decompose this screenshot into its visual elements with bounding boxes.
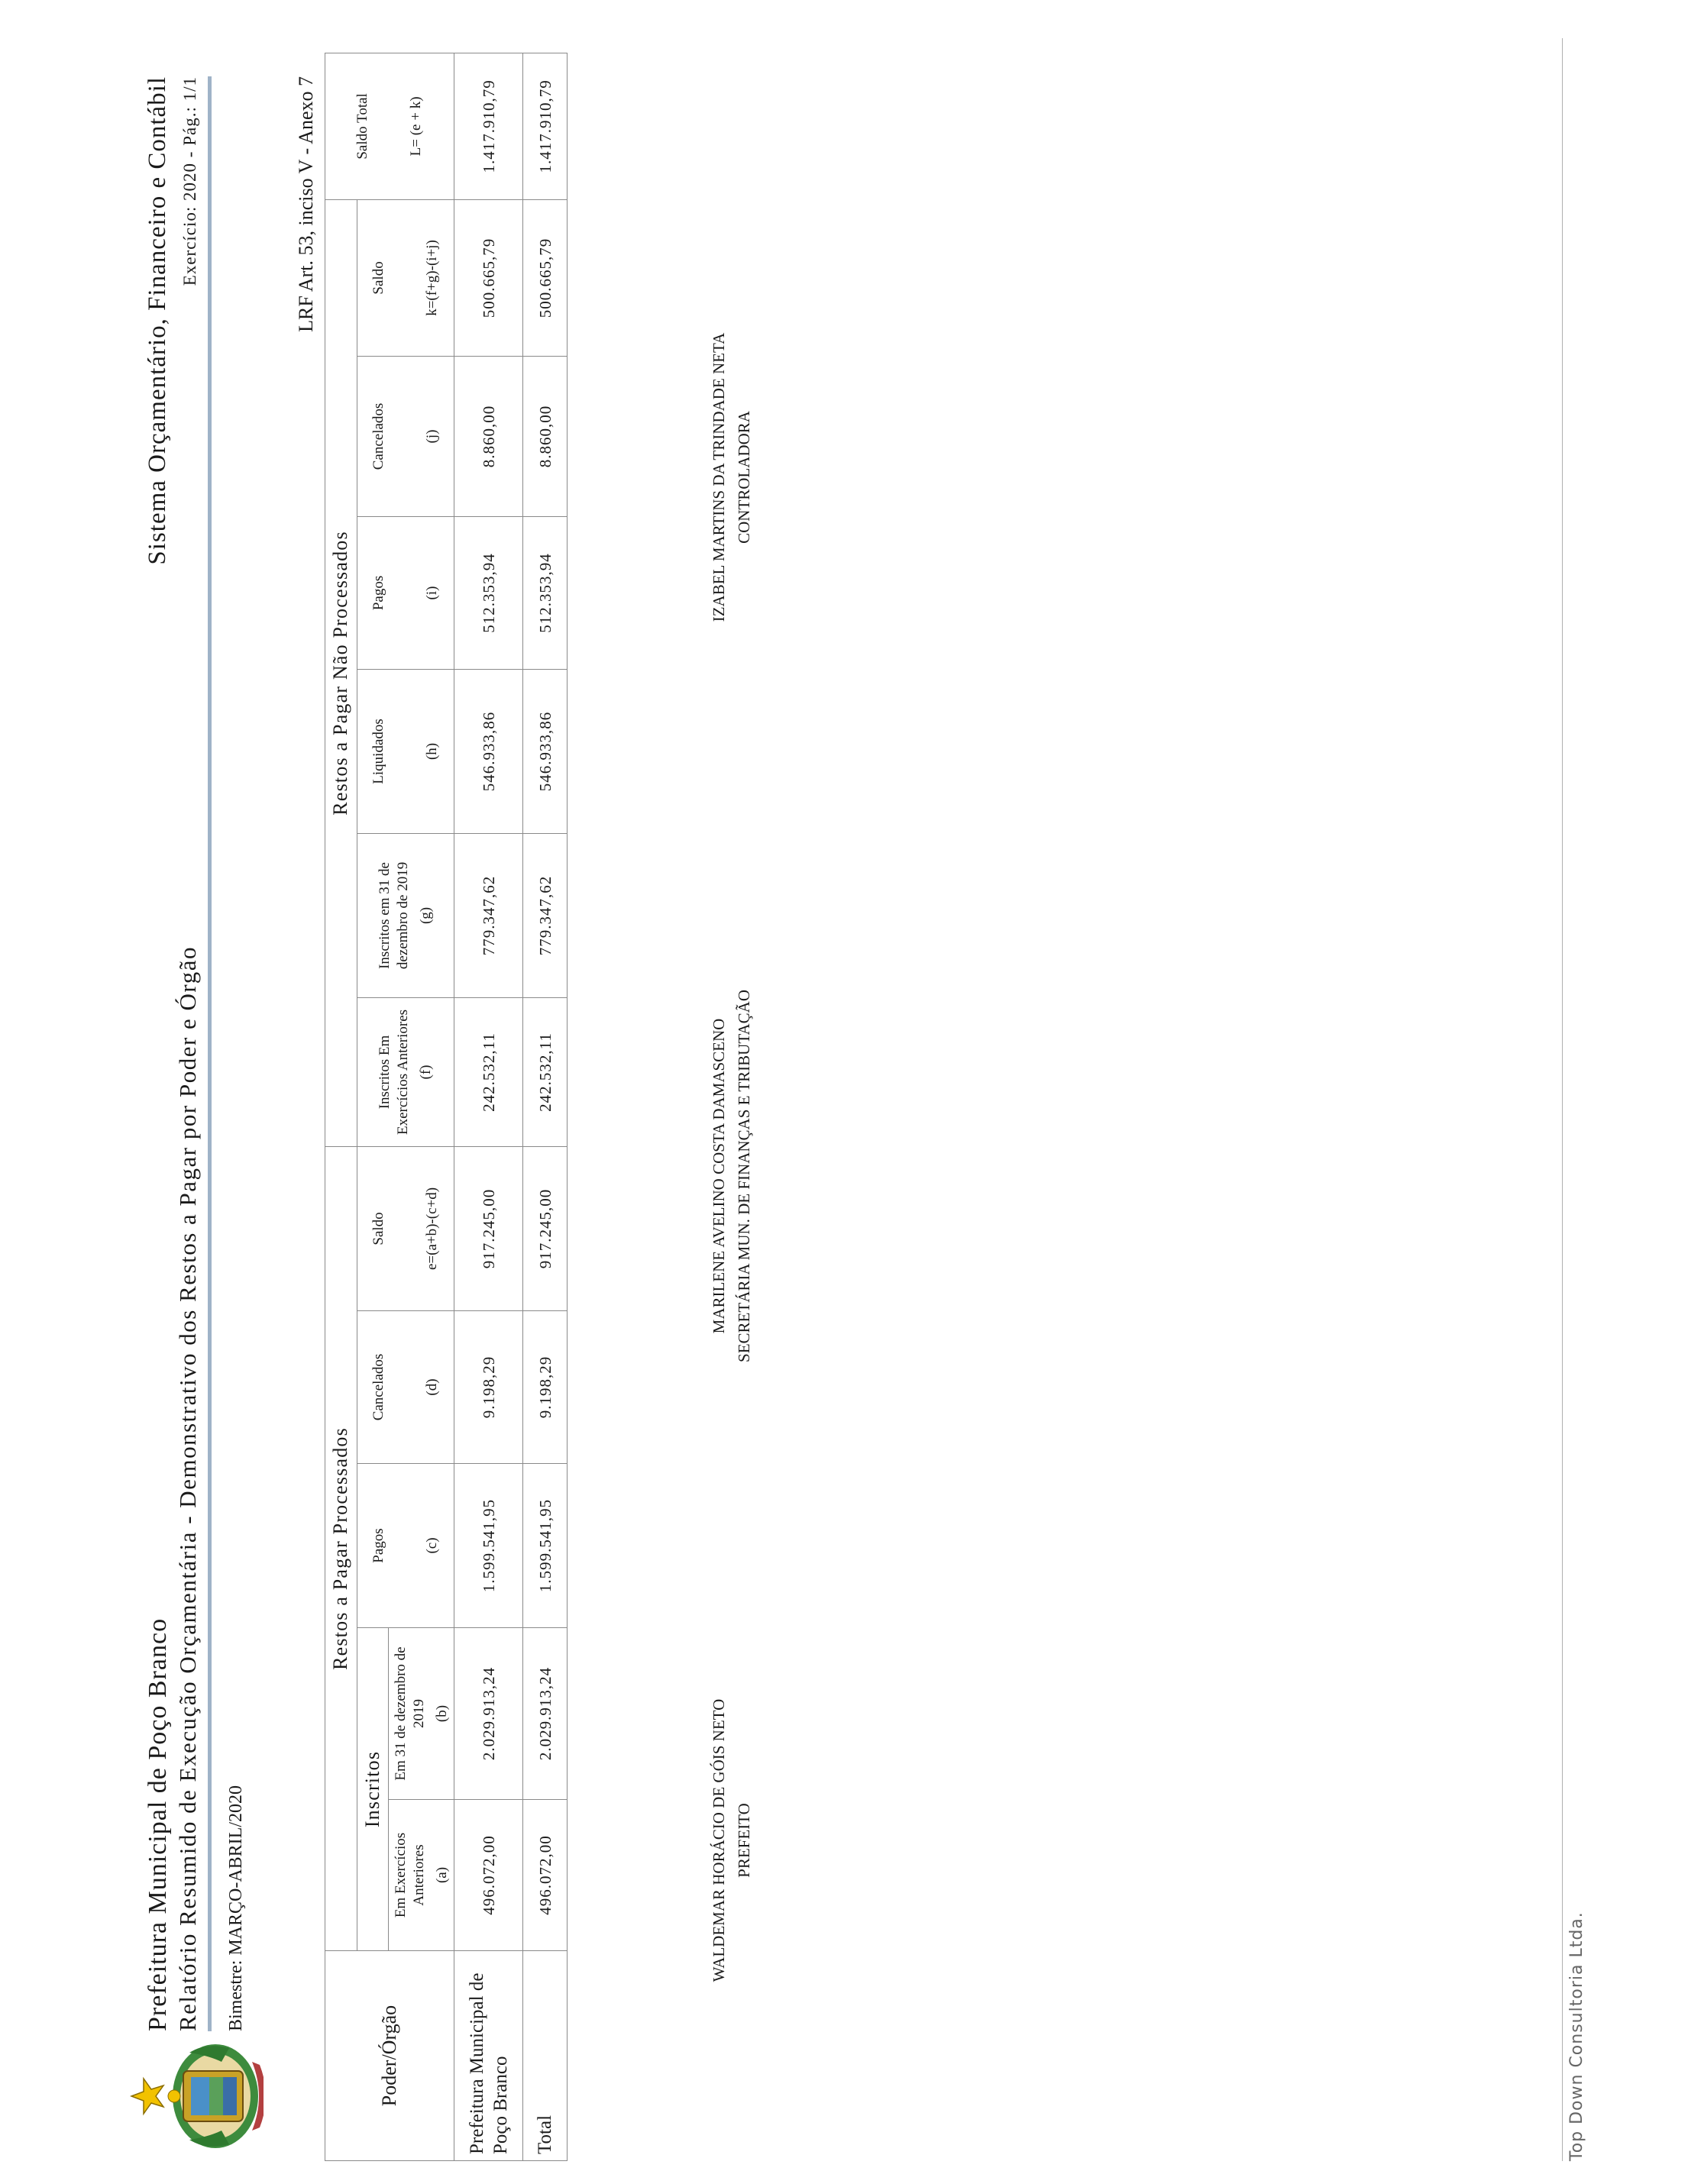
col-e-label: Saldo: [370, 1212, 387, 1245]
signature-secretaria: [707, 832, 756, 1520]
signature-name: WALDEMAR HORÁCIO DE GÓIS NETO: [710, 1698, 728, 1982]
total-d: 9.198,29: [523, 1311, 568, 1464]
col-b-code: (b): [433, 1704, 450, 1723]
cell-i: 512.353,94: [454, 516, 523, 669]
col-i-label: Pagos: [370, 575, 387, 611]
cell-e: 917.245,00: [454, 1146, 523, 1310]
cell-h: 546.933,86: [454, 669, 523, 833]
signature-name: IZABEL MARTINS DA TRINDADE NETA: [710, 332, 728, 622]
header-divider: [208, 76, 212, 2031]
lrf-reference: LRF Art. 53, inciso V - Anexo 7: [295, 76, 317, 332]
table-row: [454, 53, 523, 2160]
signature-role: CONTROLADORA: [734, 411, 753, 544]
total-e: 917.245,00: [523, 1146, 568, 1310]
col-e-code: e=(a+b)-(c+d): [423, 1187, 440, 1271]
col-f-label: Inscritos Em Exercícios Anteriores: [377, 1009, 411, 1136]
cell-c: 1.599.541,95: [454, 1464, 523, 1628]
total-label: Total: [523, 1951, 568, 2161]
signature-controladora: [707, 134, 756, 821]
col-i-code: (i): [423, 586, 440, 600]
cell-f: 242.532,11: [454, 997, 523, 1146]
col-k-header: [357, 199, 454, 356]
col-f-code: (f): [417, 1065, 434, 1080]
total-a: 496.072,00: [523, 1800, 568, 1951]
total-i: 512.353,94: [523, 516, 568, 669]
col-j-code: (j): [423, 429, 440, 444]
restos-a-pagar-table: [325, 53, 568, 2161]
nao-processados-header: Restos a Pagar Não Processados: [325, 199, 357, 1146]
footer-divider: [1562, 38, 1563, 2161]
signature-prefeito: [707, 1497, 756, 2184]
row-label: Prefeitura Municipal de Poço Branco: [454, 1951, 523, 2161]
total-k: 500.665,79: [523, 199, 568, 356]
total-g: 779.347,62: [523, 833, 568, 997]
cell-a: 496.072,00: [454, 1800, 523, 1951]
processados-header: Restos a Pagar Processados: [325, 1146, 357, 1950]
col-c-label: Pagos: [370, 1528, 387, 1563]
cell-b: 2.029.913,24: [454, 1628, 523, 1800]
col-a-label: Em Exercícios Anteriores: [393, 1832, 427, 1918]
footer-company: Top Down Consultoria Ltda.: [1567, 1911, 1586, 2161]
municipal-crest-icon: [130, 2039, 264, 2153]
cell-l: 1.417.910,79: [454, 53, 523, 199]
col-d-label: Cancelados: [370, 1353, 387, 1421]
cell-k: 500.665,79: [454, 199, 523, 356]
report-bimestre: Bimestre: MARÇO-ABRIL/2020: [226, 1785, 246, 2031]
col-h-header: [357, 669, 454, 833]
total-j: 8.860,00: [523, 356, 568, 516]
col-d-header: [357, 1311, 454, 1464]
saldo-total-header: [325, 53, 454, 199]
col-g-label: Inscritos em 31 de dezembro de 2019: [377, 861, 411, 970]
signature-role: SECRETÁRIA MUN. DE FINANÇAS E TRIBUTAÇÃO: [734, 990, 753, 1362]
col-h-code: (h): [423, 742, 440, 761]
cell-j: 8.860,00: [454, 356, 523, 516]
system-name: Sistema Orçamentário, Financeiro e Contábil: [144, 76, 171, 565]
total-h: 546.933,86: [523, 669, 568, 833]
total-c: 1.599.541,95: [523, 1464, 568, 1628]
exercise-page: Exercício: 2020 - Pág.: 1/1: [180, 76, 199, 286]
signature-role: PREFEITO: [734, 1803, 753, 1878]
poder-orgao-header: Poder/Órgão: [325, 1951, 454, 2161]
total-row: [523, 53, 568, 2160]
col-i-header: [357, 516, 454, 669]
report-subtitle: Relatório Resumido de Execução Orçamentária - Demonstrativo dos Restos a Pagar por Poder e Órgão: [174, 946, 201, 2031]
inscritos-header: Inscritos: [357, 1628, 389, 1951]
total-l: 1.417.910,79: [523, 53, 568, 199]
col-e-header: [357, 1146, 454, 1310]
total-b: 2.029.913,24: [523, 1628, 568, 1800]
total-f: 242.532,11: [523, 997, 568, 1146]
col-g-code: (g): [417, 906, 434, 925]
col-a-header: [389, 1800, 454, 1951]
col-k-label: Saldo: [370, 261, 387, 295]
col-h-label: Liquidados: [370, 719, 387, 784]
col-j-header: [357, 356, 454, 516]
saldo-total-formula: L= (e + k): [408, 96, 425, 157]
col-b-label: Em 31 de dezembro de 2019: [393, 1646, 427, 1781]
col-b-header: [389, 1628, 454, 1800]
report-municipality: Prefeitura Municipal de Poço Branco: [144, 1617, 172, 2031]
col-a-code: (a): [433, 1866, 450, 1884]
col-j-label: Cancelados: [370, 402, 387, 470]
col-c-code: (c): [423, 1537, 440, 1554]
col-f-header: [357, 997, 454, 1146]
signature-name: MARILENE AVELINO COSTA DAMASCENO: [710, 1018, 728, 1334]
col-g-header: [357, 833, 454, 997]
saldo-total-label: Saldo Total: [354, 93, 371, 160]
col-d-code: (d): [423, 1378, 440, 1396]
cell-d: 9.198,29: [454, 1311, 523, 1464]
cell-g: 779.347,62: [454, 833, 523, 997]
col-k-code: k=(f+g)-(i+j): [423, 240, 440, 316]
col-c-header: [357, 1464, 454, 1628]
